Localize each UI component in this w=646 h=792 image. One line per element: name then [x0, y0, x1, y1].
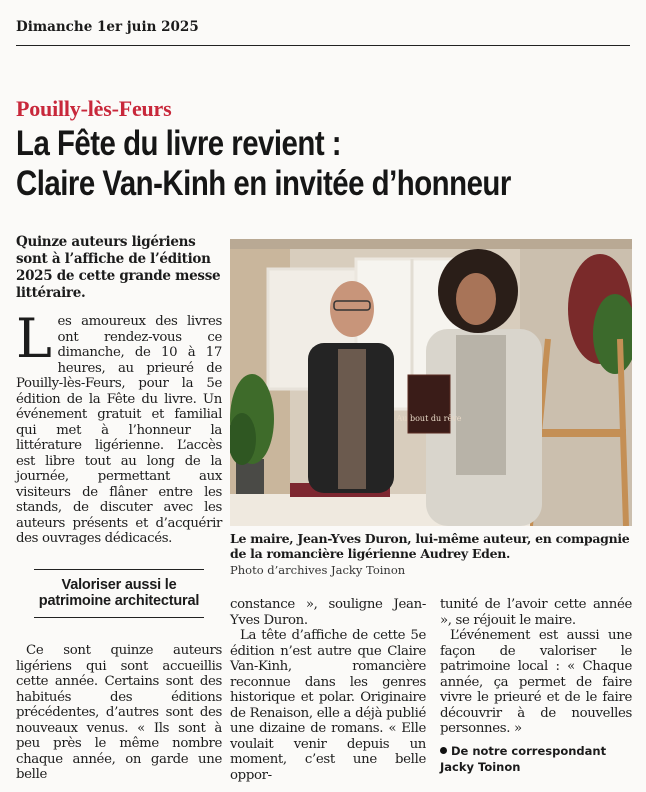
article-column-3 — [440, 597, 632, 737]
article-column-2 — [230, 597, 426, 783]
byline-line-2: Jacky Toinon — [440, 760, 521, 774]
article-paragraph-6: L’événement est aussi une façon de valoriser le patrimoine local : « Chaque année, ça permet de faire vivre le prieuré et de le faire découvrir à de nouvelles personnes. » — [440, 628, 632, 736]
article-photo — [230, 239, 632, 526]
photo-credit: Photo d’archives Jacky Toinon — [230, 563, 406, 577]
article-column-1 — [16, 307, 222, 547]
drop-cap: L — [16, 307, 52, 370]
subheading: Valoriser aussi le patrimoine architectural — [34, 569, 204, 618]
kicker-location: Pouilly-lès-Feurs — [16, 96, 172, 121]
article-paragraph-5: tunité de l’avoir cette année », se réjouit le maire. — [440, 597, 632, 628]
photo-caption: Le maire, Jean-Yves Duron, lui-même auteur, en compagnie de la romancière ligérienne Audrey Eden. — [230, 531, 630, 561]
headline — [16, 124, 641, 204]
photo-illustration — [230, 239, 632, 526]
dateline: Dimanche 1er juin 2025 — [16, 8, 630, 46]
headline-line-1: La Fête du livre revient : — [16, 124, 342, 163]
book-cover-title: Au bout du rêve — [396, 414, 462, 423]
article-paragraph-4: La tête d’affiche de cette 5e édition n’est autre que Claire Van-Kinh, romancière reconnue dans les genres historique et polar. Originaire de Renaison, elle a déjà publié une dizaine de romans. « Elle voulait venir depuis un moment, c’est une belle oppor- — [230, 628, 426, 783]
byline — [440, 743, 632, 775]
standfirst: Quinze auteurs ligériens sont à l’affiche de l’édition 2025 de cette grande messe littéraire. — [16, 234, 221, 301]
article-paragraph-3: constance », souligne Jean-Yves Duron. — [230, 597, 426, 628]
article-paragraph-1: es amoureux des livres ont rendez-vous ce dimanche, de 10 à 17 heures, au prieuré de Pouilly-lès-Feurs, pour la 5e édition de la Fête du livre. Un événement gratuit et familial qui met à l’honneur la littérature ligérienne. L’accès est libre tout au long de la journée, permettant aux visiteurs de flâner entre les stands, de discuter avec les auteurs présents et d’acquérir des ouvrages dédicacés. — [16, 314, 222, 546]
headline-line-2: Claire Van-Kinh en invitée d’honneur — [16, 164, 511, 203]
article-column-1-bottom — [16, 643, 222, 783]
article-paragraph-2: Ce sont quinze auteurs ligériens qui sont accueillis cette année. Certains sont des habitués des éditions précédentes, d’autres sont des nouveaux venus. « Ils sont à peu près le même nombre chaque année, on garde une belle — [16, 643, 222, 782]
bullet-icon — [440, 747, 447, 754]
byline-line-1: De notre correspondant — [451, 744, 607, 758]
